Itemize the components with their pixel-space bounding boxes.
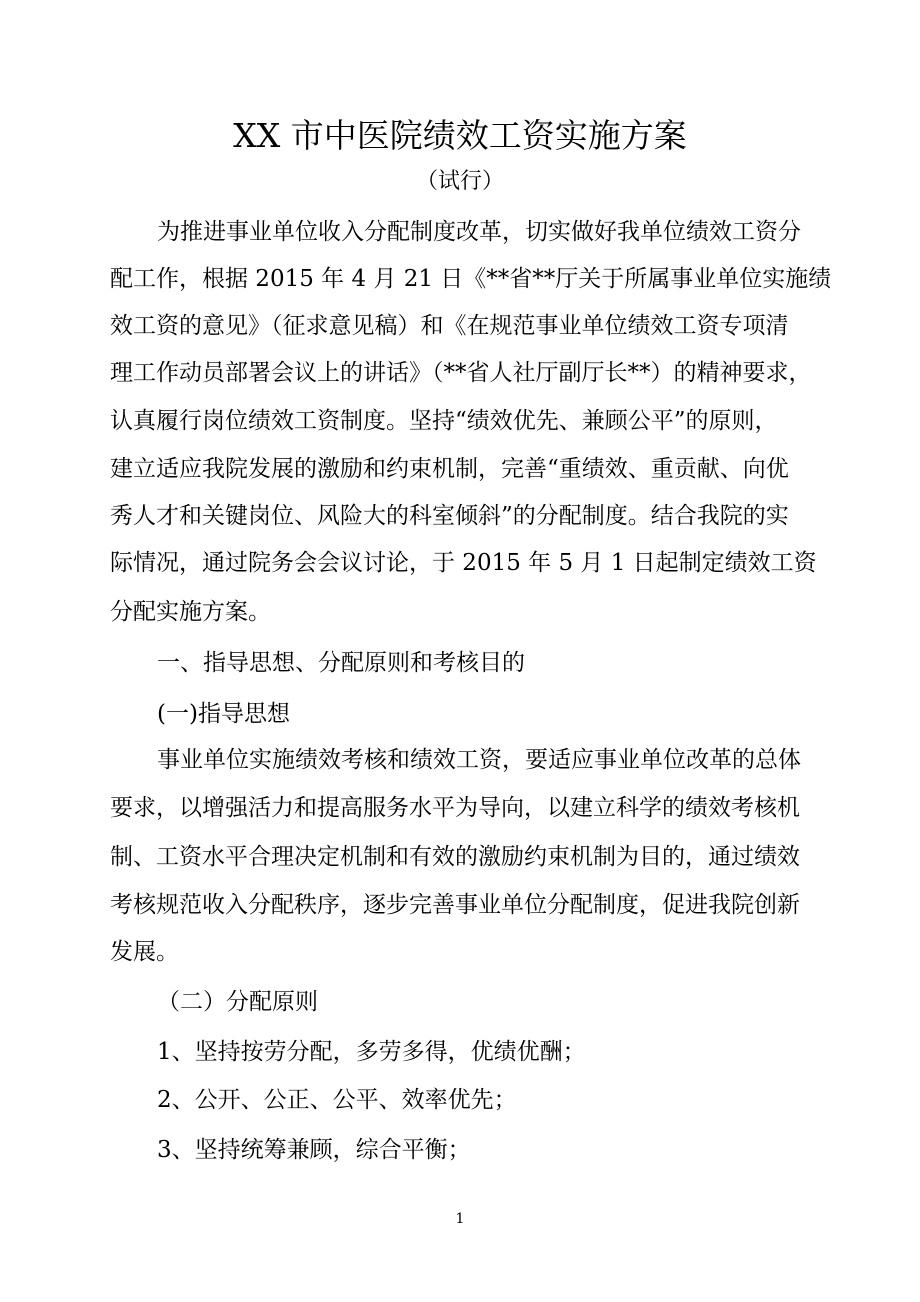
paragraph-line: 认真履行岗位绩效工资制度。坚持“绩效优先、兼顾公平”的原则，: [110, 408, 778, 434]
paragraph-line: 建立适应我院发展的激励和约束机制，完善“重绩效、重贡献、向优: [110, 456, 789, 482]
paragraph-line: 为推进事业单位收入分配制度改革，切实做好我单位绩效工资分: [157, 219, 801, 245]
paragraph-line: 考核规范收入分配秩序，逐步完善事业单位分配制度，促进我院创新: [110, 892, 800, 918]
document-title: XX 市中医院绩效工资实施方案: [233, 116, 687, 155]
paragraph-line: 发展。: [110, 939, 179, 965]
paragraph-line: 际情况，通过院务会会议讨论，于 2015 年 5 月 1 日起制定绩效工资: [110, 550, 817, 576]
page-number: 1: [455, 1211, 465, 1227]
paragraph-line: 秀人才和关键岗位、风险大的科室倾斜”的分配制度。结合我院的实: [110, 503, 789, 529]
paragraph-line: 要求，以增强活力和提高服务水平为导向，以建立科学的绩效考核机: [110, 795, 800, 821]
list-item: 1、坚持按劳分配，多劳多得，优绩优酬；: [157, 1039, 586, 1065]
paragraph-line: 事业单位实施绩效考核和绩效工资，要适应事业单位改革的总体: [157, 747, 801, 773]
paragraph-line: 配工作，根据 2015 年 4 月 21 日《**省**厅关于所属事业单位实施绩: [110, 266, 832, 292]
subsection-heading: (一)指导思想: [157, 701, 290, 727]
paragraph-line: 分配实施方案。: [110, 599, 271, 625]
section-heading: 一、指导思想、分配原则和考核目的: [157, 650, 525, 676]
document-subtitle: （试行）: [415, 169, 504, 194]
subsection-heading: （二）分配原则: [157, 989, 318, 1015]
paragraph-line: 制、工资水平合理决定机制和有效的激励约束机制为目的，通过绩效: [110, 844, 800, 870]
list-item: 3、坚持统筹兼顾，综合平衡；: [157, 1137, 471, 1163]
paragraph-line: 效工资的意见》（征求意见稿）和《在规范事业单位绩效工资专项清: [110, 313, 789, 339]
list-item: 2、公开、公正、公平、效率优先；: [157, 1087, 517, 1113]
paragraph-line: 理工作动员部署会议上的讲话》（**省人社厅副厅长**）的精神要求，: [110, 360, 812, 386]
